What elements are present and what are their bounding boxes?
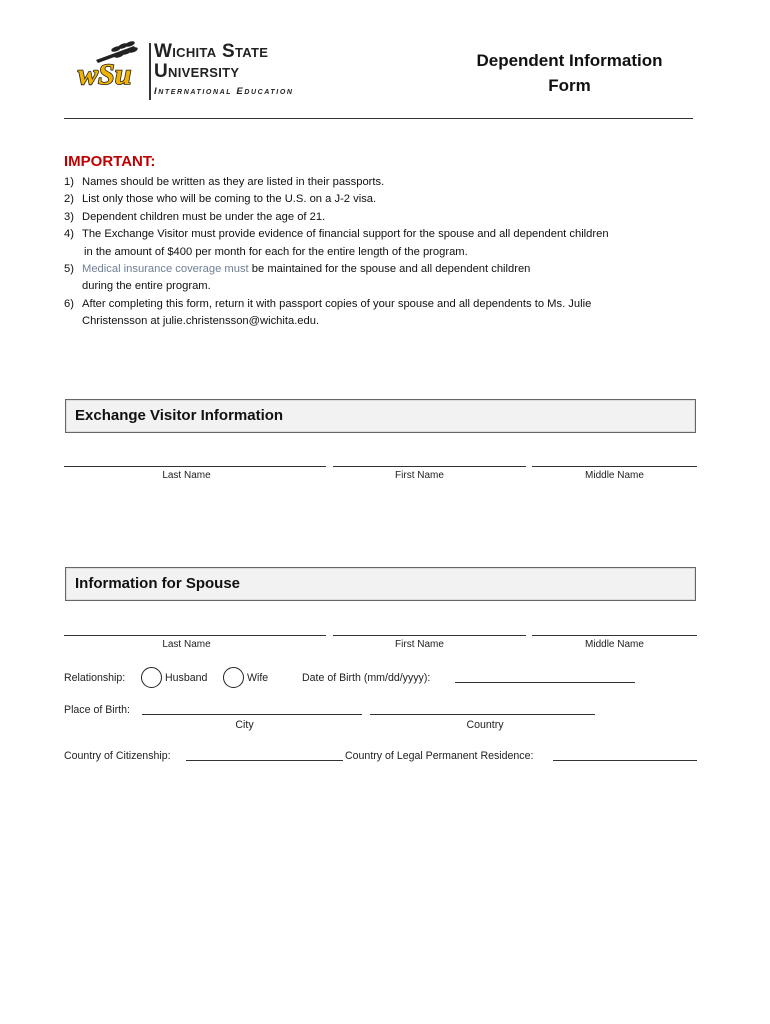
list-item: 4) The Exchange Visitor must provide evidence of financial support for the spouse and all dependent children in the amount of $400 per month for each for the entire length of the program.	[64, 228, 609, 258]
husband-label: Husband	[165, 672, 208, 684]
relationship-label: Relationship:	[64, 672, 126, 684]
birth-country-field[interactable]	[370, 714, 595, 715]
form-title-line2: Form	[548, 76, 591, 95]
list-item: 6) After completing this form, return it with passport copies of your spouse and all dependents to Ms. Julie Christensson at julie.christensson@wichita.edu.	[64, 297, 592, 328]
spouse-first-name-field[interactable]	[333, 635, 526, 636]
list-item: 5) Medical insurance coverage must be maintained for the spouse and all dependent children during the entire program.	[64, 263, 531, 293]
form-title-line1: Dependent Information	[476, 51, 663, 70]
spouse-middle-name-label: Middle Name	[585, 639, 644, 650]
spouse-last-name-label: Last Name	[162, 639, 211, 650]
dob-field[interactable]	[455, 682, 635, 683]
important-heading: IMPORTANT:	[64, 153, 156, 170]
husband-radio[interactable]	[141, 667, 162, 688]
citizenship-field[interactable]	[186, 760, 343, 761]
logo-subtitle: International Education	[154, 86, 294, 97]
dob-label: Date of Birth (mm/dd/yyyy):	[302, 672, 431, 684]
ev-last-name-field[interactable]	[64, 466, 326, 467]
list-item: 3) Dependent children must be under the age of 21.	[64, 210, 326, 223]
residence-field[interactable]	[553, 760, 697, 761]
logo-divider	[149, 43, 151, 100]
ev-first-name-label: First Name	[395, 470, 444, 481]
citizenship-label: Country of Citizenship:	[64, 750, 171, 762]
ev-first-name-field[interactable]	[333, 466, 526, 467]
section-title: Exchange Visitor Information	[75, 407, 284, 424]
insurance-link[interactable]: Medical insurance coverage must	[82, 263, 249, 276]
header-divider	[64, 118, 693, 119]
country-label: Country	[466, 719, 504, 731]
ev-last-name-label: Last Name	[162, 470, 211, 481]
instructions-list	[64, 174, 704, 331]
logo-line2: University	[154, 61, 240, 82]
list-item: 1) Names should be written as they are listed in their passports.	[64, 176, 385, 188]
wsu-logo	[76, 40, 326, 102]
spouse-middle-name-field[interactable]	[532, 635, 697, 636]
logo-line1: Wichita State	[154, 41, 269, 62]
logo-mark-text: wSu	[78, 58, 132, 91]
spouse-section-header	[65, 567, 696, 601]
shocker-wheat-icon	[76, 40, 146, 102]
exchange-visitor-section-header	[65, 399, 696, 433]
birth-city-field[interactable]	[142, 714, 362, 715]
ev-middle-name-field[interactable]	[532, 466, 697, 467]
city-label: City	[235, 719, 254, 731]
residence-label: Country of Legal Permanent Residence:	[345, 750, 534, 762]
wife-radio[interactable]	[223, 667, 244, 688]
spouse-first-name-label: First Name	[395, 639, 444, 650]
list-item: 2) List only those who will be coming to the U.S. on a J-2 visa.	[64, 193, 377, 206]
spouse-last-name-field[interactable]	[64, 635, 326, 636]
wife-label: Wife	[247, 672, 269, 684]
section-title: Information for Spouse	[75, 575, 240, 592]
form-title	[462, 48, 677, 98]
ev-middle-name-label: Middle Name	[585, 470, 644, 481]
place-of-birth-label: Place of Birth:	[64, 704, 130, 716]
